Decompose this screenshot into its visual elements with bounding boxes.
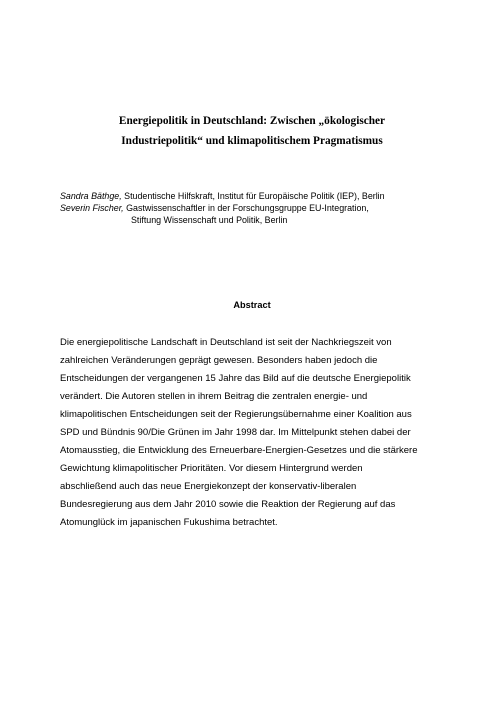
author-name: Severin Fischer, <box>60 203 124 213</box>
title-line-1: Energiepolitik in Deutschland: Zwischen „ökologischer <box>118 115 386 127</box>
title-line-2: Industriepolitik“ und klimapolitischem Pragmatismus <box>121 135 383 147</box>
abstract-line: Atomunglück im japanischen Fukushima betrachtet. <box>60 517 278 528</box>
author-affiliation-continued: Stiftung Wissenschaft und Politik, Berlin <box>131 215 288 225</box>
abstract-line: verändert. Die Autoren stellen in ihrem Beitrag die zentralen energie- und <box>60 391 368 402</box>
abstract-line: Bundesregierung aus dem Jahr 2010 sowie die Reaktion der Regierung auf das <box>60 499 396 510</box>
abstract-body <box>60 334 460 532</box>
abstract-line: Gewichtung klimapolitischer Prioritäten. Vor diesem Hintergrund werden <box>60 463 363 474</box>
author-affiliation: Studentische Hilfskraft, Institut für Europäische Politik (IEP), Berlin <box>121 191 385 201</box>
author-name: Sandra Bäthge, <box>60 191 122 201</box>
author-entry-1 <box>60 190 460 202</box>
abstract-line: Die energiepolitische Landschaft in Deutschland ist seit der Nachkriegszeit von <box>60 337 392 348</box>
abstract-line: Atomausstieg, die Entwicklung des Erneuerbare-Energien-Gesetzes und die stärkere <box>60 445 418 456</box>
author-affiliation: Gastwissenschaftler in der Forschungsgruppe EU-Integration, <box>123 203 369 213</box>
abstract-line: abschließend auch das neue Energiekonzept der konservativ-liberalen <box>60 481 357 492</box>
abstract-line: Entscheidungen der vergangenen 15 Jahre das Bild auf die deutsche Energiepolitik <box>60 373 411 384</box>
paper-title <box>60 111 444 151</box>
abstract-line: SPD und Bündnis 90/Die Grünen im Jahr 1998 dar. Im Mittelpunkt stehen dabei der <box>60 427 411 438</box>
author-entry-2 <box>60 202 460 226</box>
abstract-line: zahlreichen Veränderungen geprägt gewesen. Besonders haben jedoch die <box>60 355 378 366</box>
author-list <box>60 190 460 226</box>
abstract-line: klimapolitischen Entscheidungen seit der Regierungsübernahme einer Koalition aus <box>60 409 412 420</box>
abstract-heading: Abstract <box>233 300 271 310</box>
